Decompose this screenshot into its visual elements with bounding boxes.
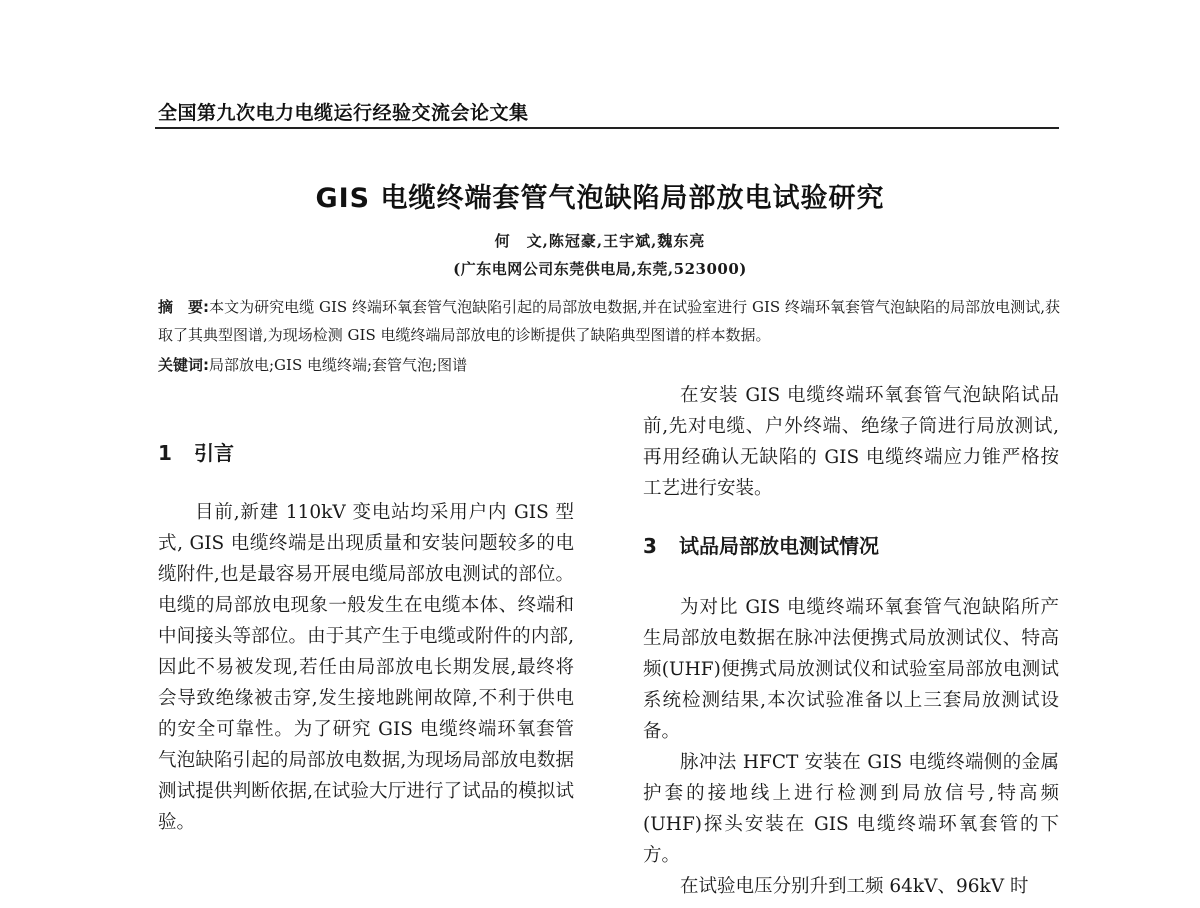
section-3-number: 3 [643,534,657,558]
keywords-text: 局部放电;GIS 电缆终端;套管气泡;图谱 [209,356,468,374]
section-3-heading [643,530,1059,562]
section-1-number: 1 [158,441,172,465]
section-1-title: 引言 [194,441,234,465]
left-column [158,437,574,838]
right-column [643,380,1059,902]
authors: 何 文,陈冠豪,王宇斌,魏东亮 [494,232,706,250]
section-3-paragraph-3: 在试验电压分别升到工频 64kV、96kV 时 [680,876,1029,897]
abstract-label: 摘 要: [158,298,210,316]
keywords-label: 关键词: [158,356,209,374]
section-3-title: 试品局部放电测试情况 [679,534,879,558]
abstract [158,293,1060,349]
section-3-paragraph-2: 脉冲法 HFCT 安装在 GIS 电缆终端侧的金属护套的接地线上进行检测到局放信号,特高频(UHF)探头安装在 GIS 电缆终端环氧套管的下方。 [643,752,1059,866]
section-1-paragraph: 目前,新建 110kV 变电站均采用户内 GIS 型式, GIS 电缆终端是出现质量和安装问题较多的电缆附件,也是最容易开展电缆局部放电测试的部位。电缆的局部放电现象一般发生在电缆本体、终端和中间接头等部位。由于其产生于电缆或附件的内部,因此不易被发现,若任由局部放电长期发展,最终将会导致绝缘被击穿,发生接地跳闸故障,不利于供电的安全可靠性。为了研究 GIS 电缆终端环氧套管气泡缺陷引起的局部放电数据,为现场局部放电数据测试提供判断依据,在试验大厅进行了试品的模拟试验。 [158,502,574,833]
paper-title: GIS 电缆终端套管气泡缺陷局部放电试验研究 [315,183,885,214]
section-1-heading [158,437,574,469]
affiliation: (广东电网公司东莞供电局,东莞,523000) [453,260,747,278]
abstract-text: 本文为研究电缆 GIS 终端环氧套管气泡缺陷引起的局部放电数据,并在试验室进行 GIS 终端环氧套管气泡缺陷的局部放电测试,获取了其典型图谱,为现场检测 GIS 电缆终端局部放电的诊断提供了缺陷典型图谱的样本数据。 [158,298,1061,344]
section-2-continued-paragraph: 在安装 GIS 电缆终端环氧套管气泡缺陷试品前,先对电缆、户外终端、绝缘子筒进行局放测试,再用经确认无缺陷的 GIS 电缆终端应力锥严格按工艺进行安装。 [643,385,1059,499]
header-rule [155,127,1059,129]
running-head: 全国第九次电力电缆运行经验交流会论文集 [158,102,529,124]
section-3-paragraph-1: 为对比 GIS 电缆终端环氧套管气泡缺陷所产生局部放电数据在脉冲法便携式局放测试仪、特高频(UHF)便携式局放测试仪和试验室局部放电测试系统检测结果,本次试验准备以上三套局放测试设备。 [643,597,1059,742]
keywords [158,351,1060,379]
